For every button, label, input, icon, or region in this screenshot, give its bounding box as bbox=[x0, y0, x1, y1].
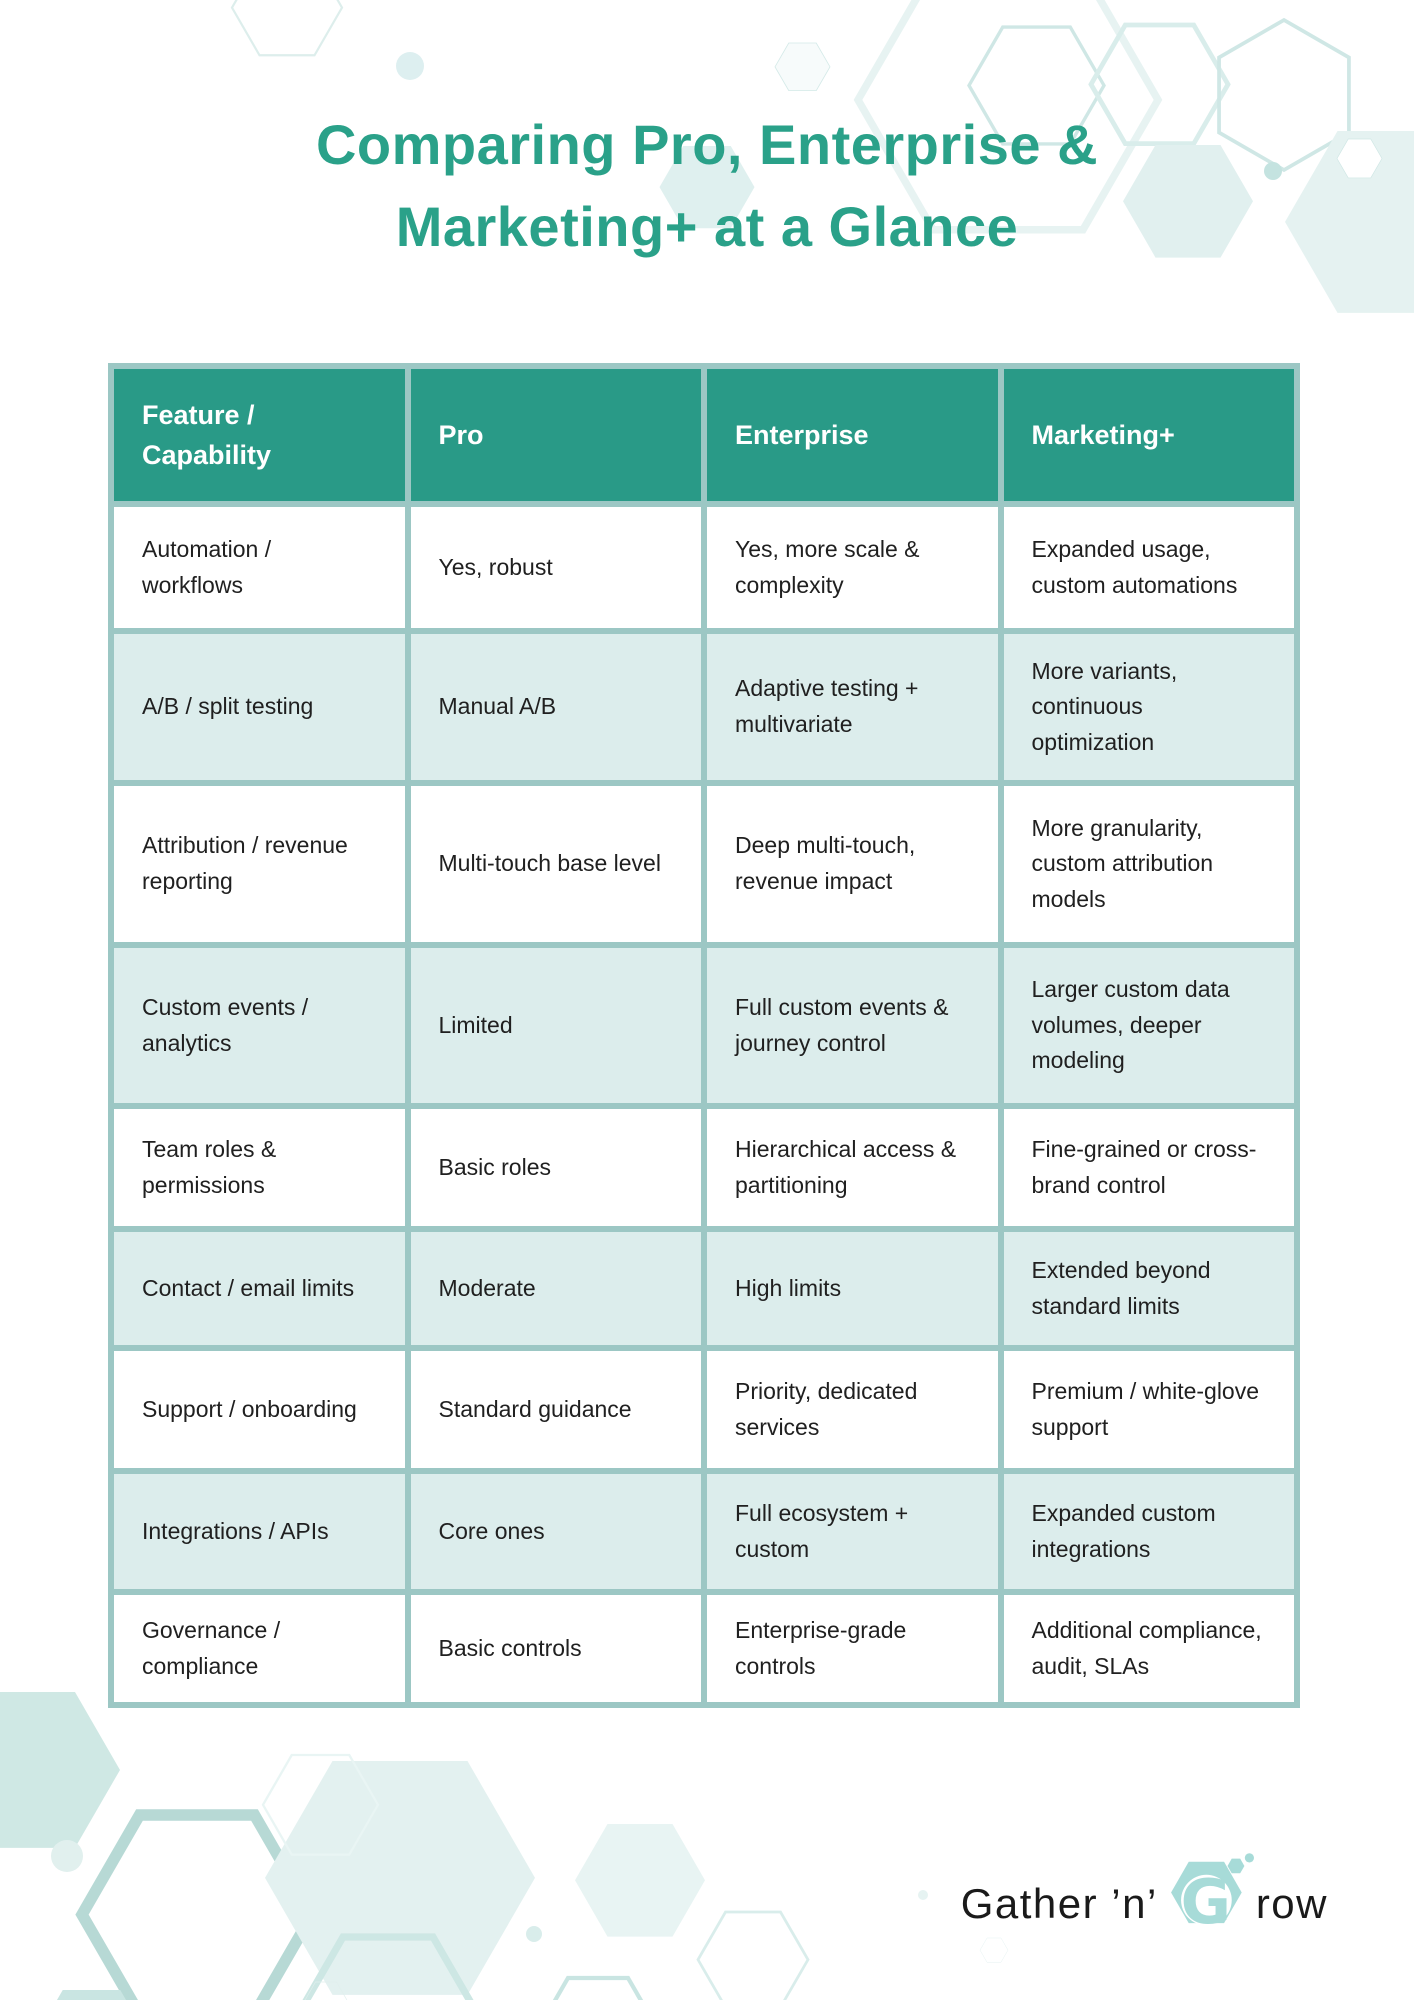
table-cell: Additional compliance, audit, SLAs bbox=[1004, 1595, 1295, 1702]
header-cell: Marketing+ bbox=[1004, 369, 1295, 501]
table-cell: Automation / workflows bbox=[114, 507, 405, 628]
logo bbox=[961, 1848, 1328, 1960]
table-cell: Multi-touch base level bbox=[411, 786, 702, 942]
table-cell: Full custom events & journey control bbox=[707, 948, 998, 1103]
table-cell: Governance / compliance bbox=[114, 1595, 405, 1702]
logo-text-row: row bbox=[1255, 1880, 1328, 1927]
table-cell: A/B / split testing bbox=[114, 634, 405, 780]
table-cell: Standard guidance bbox=[411, 1351, 702, 1468]
table-cell: Extended beyond standard limits bbox=[1004, 1232, 1295, 1345]
table-cell: Adaptive testing + multivariate bbox=[707, 634, 998, 780]
table-cell: Limited bbox=[411, 948, 702, 1103]
logo-g-mark-icon bbox=[1168, 1848, 1254, 1950]
table-cell: More granularity, custom attribution models bbox=[1004, 786, 1295, 942]
header-cell: Pro bbox=[411, 369, 702, 501]
table-cell: Basic controls bbox=[411, 1595, 702, 1702]
table-cell: Larger custom data volumes, deeper modeling bbox=[1004, 948, 1295, 1103]
table-cell: Deep multi-touch, revenue impact bbox=[707, 786, 998, 942]
table-cell: Yes, robust bbox=[411, 507, 702, 628]
header-cell: Enterprise bbox=[707, 369, 998, 501]
table-cell: Priority, dedicated services bbox=[707, 1351, 998, 1468]
page-title bbox=[0, 104, 1414, 268]
table-cell: Custom events / analytics bbox=[114, 948, 405, 1103]
table-cell: Core ones bbox=[411, 1474, 702, 1589]
page-title-line-2: Marketing+ at a Glance bbox=[395, 194, 1019, 258]
table-cell: Enterprise-grade controls bbox=[707, 1595, 998, 1702]
table-cell: Attribution / revenue reporting bbox=[114, 786, 405, 942]
table-cell: Manual A/B bbox=[411, 634, 702, 780]
table-cell: Hierarchical access & partitioning bbox=[707, 1109, 998, 1226]
table-cell: Premium / white-glove support bbox=[1004, 1351, 1295, 1468]
table-cell: Expanded custom integrations bbox=[1004, 1474, 1295, 1589]
page-title-line-1: Comparing Pro, Enterprise & bbox=[315, 113, 1099, 176]
table-cell: High limits bbox=[707, 1232, 998, 1345]
table-cell: Moderate bbox=[411, 1232, 702, 1345]
table-cell: Basic roles bbox=[411, 1109, 702, 1226]
table-cell: Yes, more scale & complexity bbox=[707, 507, 998, 628]
logo-g-letter: G bbox=[1180, 1867, 1232, 1939]
comparison-table bbox=[108, 363, 1300, 1708]
table-cell: More variants, continuous optimization bbox=[1004, 634, 1295, 780]
table-cell: Fine-grained or cross-brand control bbox=[1004, 1109, 1295, 1226]
logo-text-gather-n: Gather ’n’ bbox=[960, 1880, 1158, 1927]
table-cell: Integrations / APIs bbox=[114, 1474, 405, 1589]
header-cell: Feature / Capability bbox=[114, 369, 405, 501]
table-cell: Expanded usage, custom automations bbox=[1004, 507, 1295, 628]
table-cell: Full ecosystem + custom bbox=[707, 1474, 998, 1589]
table-cell: Support / onboarding bbox=[114, 1351, 405, 1468]
table-cell: Team roles & permissions bbox=[114, 1109, 405, 1226]
table-cell: Contact / email limits bbox=[114, 1232, 405, 1345]
